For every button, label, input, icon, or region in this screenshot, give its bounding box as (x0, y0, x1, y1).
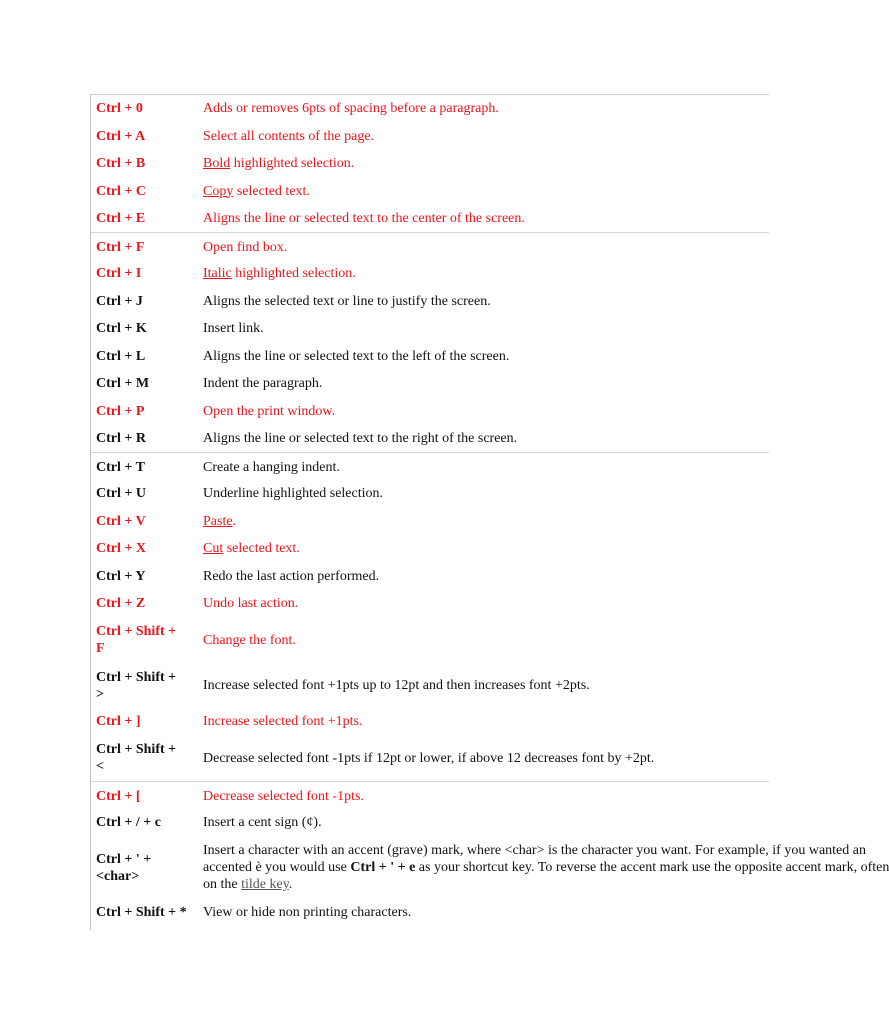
shortcut-description (203, 205, 803, 232)
shortcut-description (203, 453, 803, 481)
description-text: Aligns the selected text or line to justify the screen. (203, 293, 491, 309)
shortcut-description (203, 425, 803, 452)
table-row (91, 177, 769, 205)
shortcut-key: Ctrl + Y (96, 568, 146, 584)
table-row (91, 507, 769, 535)
description-text: as your shortcut key. To reverse the accent mark use the opposite accent mark, often (415, 860, 889, 875)
shortcut-key: Ctrl + ' + <char> (96, 851, 152, 884)
shortcut-description (203, 590, 803, 617)
shortcut-description (203, 315, 803, 342)
shortcut-description (203, 150, 803, 177)
description-text: View or hide non printing characters. (203, 905, 412, 920)
table-row (91, 205, 769, 232)
table-row (91, 535, 769, 562)
shortcut-description (203, 287, 803, 315)
table-row (91, 480, 769, 507)
table-row (91, 397, 769, 425)
table-row (91, 342, 769, 370)
shortcut-key: Ctrl + ] (96, 714, 141, 729)
shortcut-key: Ctrl + [ (96, 788, 141, 804)
description-text: selected text. (223, 541, 300, 556)
shortcut-description (203, 177, 803, 205)
shortcut-description (203, 95, 803, 122)
shortcut-description (203, 782, 803, 810)
shortcut-key: Ctrl + Z (96, 596, 146, 611)
shortcut-description (203, 809, 803, 836)
shortcut-description (203, 507, 803, 535)
description-text: Decrease selected font -1pts if 12pt or lower, if above 12 decreases font by +2pt. (203, 750, 655, 766)
description-link[interactable]: Cut (203, 541, 224, 556)
table-row (91, 122, 769, 150)
shortcut-key: Ctrl + B (96, 156, 146, 171)
description-link[interactable]: Italic (203, 266, 232, 281)
table-row (91, 562, 769, 590)
shortcut-description (203, 836, 889, 899)
shortcut-description (203, 342, 803, 370)
shortcut-key: Ctrl + F (96, 239, 145, 255)
shortcut-key: Ctrl + R (96, 431, 146, 446)
table-row (91, 425, 769, 452)
table-row (91, 370, 769, 397)
table-row (91, 809, 769, 836)
description-link[interactable]: Bold (203, 156, 231, 171)
shortcut-key: Ctrl + V (96, 513, 146, 529)
table-row (91, 663, 769, 708)
shortcut-description (203, 899, 803, 926)
table-row (91, 315, 769, 342)
table-row (91, 781, 769, 810)
description-text: Redo the last action performed. (203, 568, 380, 584)
description-text: highlighted selection. (231, 266, 356, 281)
description-text: on the (203, 877, 238, 892)
shortcut-description (203, 562, 803, 590)
table-row (91, 708, 769, 735)
shortcut-description (203, 370, 803, 397)
table-row (91, 590, 769, 617)
description-text: accented è you would use (203, 860, 347, 875)
description-text: highlighted selection. (230, 156, 355, 171)
description-text: Change the font. (203, 632, 296, 648)
description-text: Indent the paragraph. (203, 376, 323, 391)
description-link[interactable]: tilde key (241, 877, 289, 892)
table-row (91, 95, 769, 122)
shortcut-key: Ctrl + Shift + < (96, 742, 177, 774)
shortcut-description (203, 397, 803, 425)
shortcut-key: Ctrl + E (96, 211, 146, 226)
description-text: Aligns the line or selected text to the center of the screen. (203, 211, 525, 226)
description-bold: Ctrl + ' + e (350, 860, 416, 875)
description-text: . (288, 877, 293, 892)
shortcut-key: Ctrl + M (96, 376, 150, 391)
table-row (91, 735, 769, 781)
shortcut-description (203, 663, 803, 708)
shortcut-key: Ctrl + C (96, 183, 146, 199)
table-row (91, 452, 769, 481)
shortcut-description (203, 233, 803, 261)
shortcut-description (203, 122, 803, 150)
shortcut-key: Ctrl + U (96, 486, 146, 501)
description-text: Insert a character with an accent (grave) mark, where <char> is the character you want. For example, if you wanted an (203, 843, 866, 858)
shortcut-description (203, 617, 803, 663)
table-row (91, 899, 769, 926)
description-text: Select all contents of the page. (203, 128, 375, 144)
description-text: Aligns the line or selected text to the right of the screen. (203, 431, 518, 446)
shortcut-key: Ctrl + I (96, 266, 142, 281)
table-row (91, 260, 769, 287)
description-text: Insert link. (203, 321, 264, 336)
shortcut-key: Ctrl + P (96, 403, 145, 419)
shortcut-description (203, 260, 803, 287)
description-text: Create a hanging indent. (203, 459, 340, 475)
shortcut-key: Ctrl + T (96, 459, 145, 475)
shortcut-description (203, 480, 803, 507)
shortcut-key: Ctrl + L (96, 348, 146, 364)
shortcut-description (203, 735, 803, 781)
description-text: Decrease selected font -1pts. (203, 788, 364, 804)
description-link[interactable]: Paste (203, 513, 233, 529)
description-text: Insert a cent sign (¢). (203, 815, 322, 830)
table-row (91, 150, 769, 177)
shortcut-key: Ctrl + J (96, 293, 143, 309)
description-text: Adds or removes 6pts of spacing before a paragraph. (203, 101, 499, 116)
table-row (91, 287, 769, 315)
shortcut-description (203, 708, 803, 735)
table-row (91, 232, 769, 261)
shortcut-key: Ctrl + A (96, 128, 146, 144)
table-row (91, 836, 889, 899)
description-text: Increase selected font +1pts. (203, 714, 363, 729)
description-text: selected text. (233, 183, 310, 199)
shortcut-key: Ctrl + Shift + * (96, 905, 187, 920)
description-text: Increase selected font +1pts up to 12pt and then increases font +2pts. (203, 678, 590, 693)
shortcut-description (203, 535, 803, 562)
description-text: Underline highlighted selection. (203, 486, 384, 501)
description-text: . (232, 513, 237, 529)
description-text: Aligns the line or selected text to the left of the screen. (203, 348, 510, 364)
shortcut-key: Ctrl + K (96, 321, 147, 336)
shortcut-key: Ctrl + X (96, 541, 146, 556)
description-text: Open the print window. (203, 403, 336, 419)
description-text: Open find box. (203, 239, 288, 255)
shortcut-table (90, 94, 889, 930)
description-text: Undo last action. (203, 596, 299, 611)
shortcut-key: Ctrl + 0 (96, 101, 143, 116)
shortcut-key: Ctrl + / + c (96, 815, 161, 830)
shortcut-key: Ctrl + Shift + > (96, 669, 177, 702)
shortcut-key: Ctrl + Shift + F (96, 624, 177, 656)
table-row (91, 617, 769, 663)
description-link[interactable]: Copy (203, 183, 234, 199)
